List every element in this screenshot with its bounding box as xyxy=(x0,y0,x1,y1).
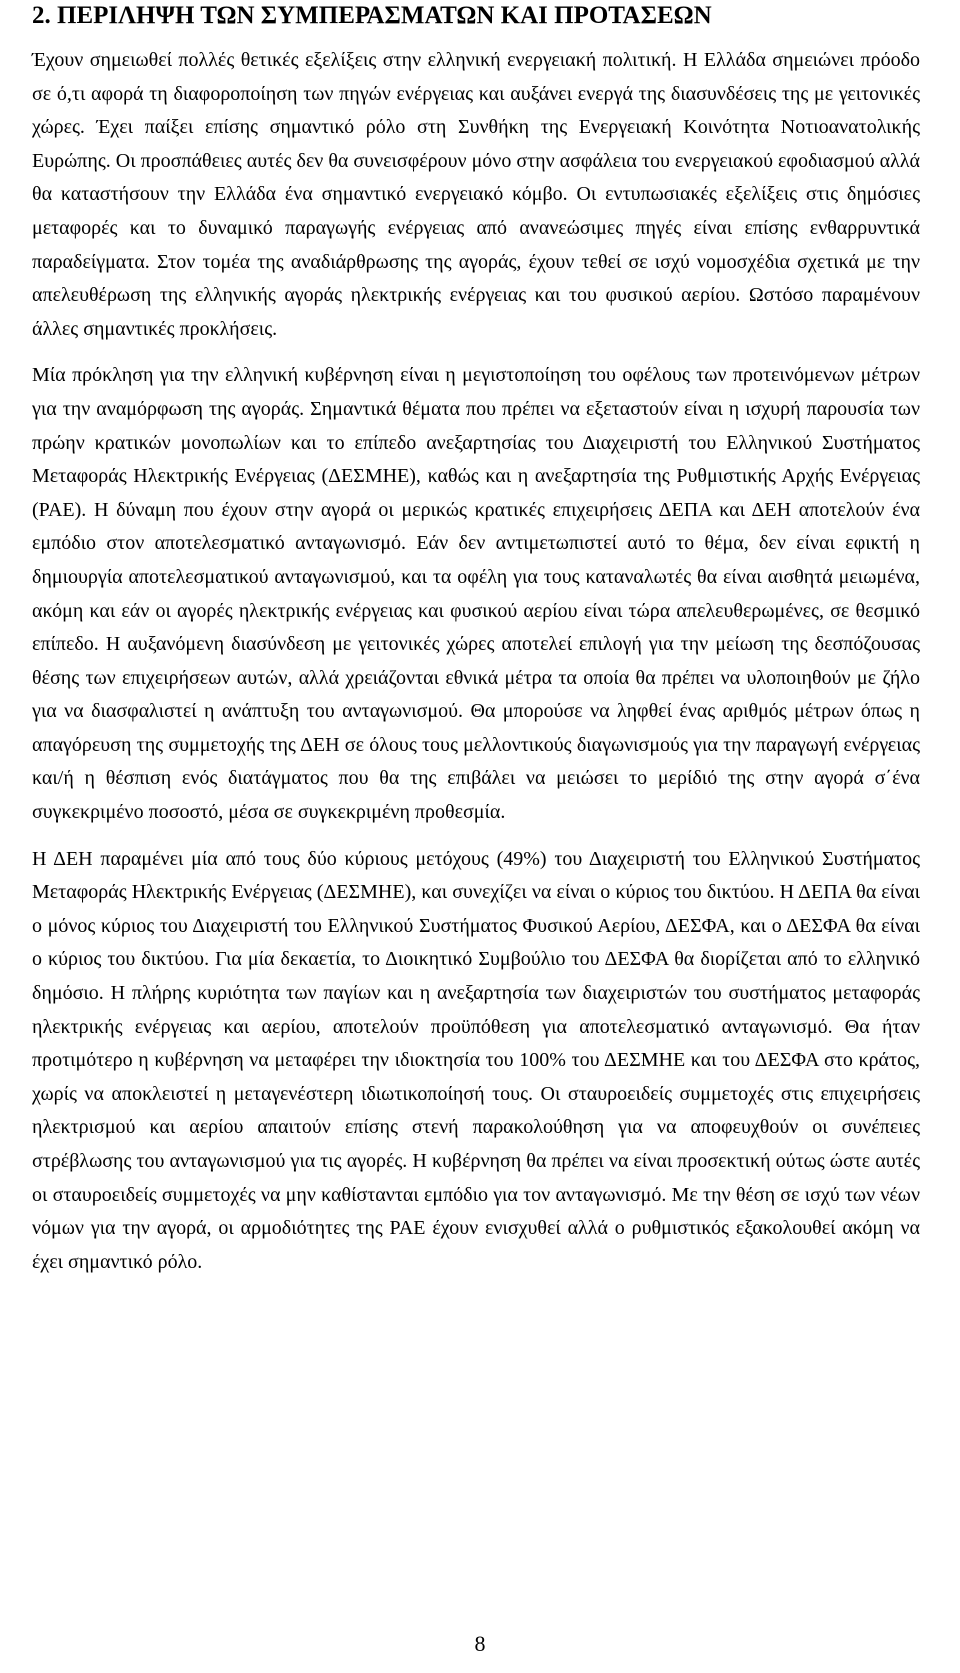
paragraph-3: Η ΔΕΗ παραμένει μία από τους δύο κύριους μετόχους (49%) του Διαχειριστή του Ελληνικού Συστήματος Μεταφοράς Ηλεκτρικής Ενέργειας (ΔΕΣΜΗΕ), και συνεχίζει να είναι ο κύριος του δικτύου. Η ΔΕΠΑ θα είναι ο μόνος κύριος του Διαχειριστή του Ελληνικού Συστήματος Φυσικού Αερίου, ΔΕΣΦΑ, και ο ΔΕΣΦΑ θα είναι ο κύριος του δικτύου. Για μία δεκαετία, το Διοικητικό Συμβούλιο του ΔΕΣΦΑ θα διορίζεται από το ελληνικό δημόσιο. Η πλήρης κυριότητα των παγίων και η ανεξαρτησία των διαχειριστών του συστήματος μεταφοράς ηλεκτρικής ενέργειας και αερίου, αποτελούν προϋπόθεση για αποτελεσματικό ανταγωνισμό. Θα ήταν προτιμότερο η κυβέρνηση να μεταφέρει την ιδιοκτησία του 100% του ΔΕΣΜΗΕ και του ΔΕΣΦΑ στο κράτος, χωρίς να αποκλειστεί η μεταγενέστερη ιδιωτικοποίησή τους. Οι σταυροειδείς συμμετοχές στις επιχειρήσεις ηλεκτρισμού και αερίου απαιτούν επίσης στενή παρακολούθηση για να αποφευχθούν οι συνέπειες στρέβλωσης του ανταγωνισμού για τις αγορές. Η κυβέρνηση θα πρέπει να είναι προσεκτική ούτως ώστε αυτές οι σταυροειδείς συμμετοχές να μην καθίστανται εμπόδιο για τον ανταγωνισμό. Με την θέση σε ισχύ των νέων νόμων για την αγορά, οι αρμοδιότητες της ΡΑΕ έχουν ενισχυθεί αλλά ο ρυθμιστικός εξακολουθεί ακόμη να έχει σημαντικό ρόλο. xyxy=(32,847,920,1273)
paragraph-1: Έχουν σημειωθεί πολλές θετικές εξελίξεις στην ελληνική ενεργειακή πολιτική. Η Ελλάδα σημειώνει πρόοδο σε ό,τι αφορά τη διαφοροποίηση των πηγών ενέργειας και αυξάνει ενεργά της διασυνδέσεις της με γειτονικές χώρες. Έχει παίξει επίσης σημαντικό ρόλο στη Συνθήκη της Ενεργειακή Κοινότητα Νοτιοανατολικής Ευρώπης. Οι προσπάθειες αυτές δεν θα συνεισφέρουν μόνο στην ασφάλεια του ενεργειακού εφοδιασμού αλλά θα καταστήσουν την Ελλάδα ένα σημαντικό ενεργειακό κόμβο. Οι εντυπωσιακές εξελίξεις στις δημόσιες μεταφορές και το δυναμικό παραγωγής ενέργειας από ανανεώσιμες πηγές είναι επίσης ενθαρρυντικά παραδείγματα. Στον τομέα της αναδιάρθρωσης της αγοράς, έχουν τεθεί σε ισχύ νομοσχέδια σχετικά με την απελευθέρωση της ελληνικής αγοράς ηλεκτρικής ενέργειας και του φυσικού αερίου. Ωστόσο παραμένουν άλλες σημαντικές προκλήσεις. xyxy=(32,49,920,340)
document-page xyxy=(32,0,920,1279)
section-heading: 2. ΠΕΡΙΛΗΨΗ ΤΩΝ ΣΥΜΠΕΡΑΣΜΑΤΩΝ ΚΑΙ ΠΡΟΤΑΣΕΩΝ xyxy=(32,2,712,29)
page-number: 8 xyxy=(474,1631,486,1656)
paragraph-2: Μία πρόκληση για την ελληνική κυβέρνηση είναι η μεγιστοποίηση του οφέλους των προτεινόμενων μέτρων για την αναμόρφωση της αγοράς. Σημαντικά θέματα που πρέπει να εξεταστούν είναι η ισχυρή παρουσία των πρώην κρατικών μονοπωλίων και το επίπεδο ανεξαρτησίας του Διαχειριστή του Ελληνικού Συστήματος Μεταφοράς Ηλεκτρικής Ενέργειας (ΔΕΣΜΗΕ), καθώς και η ανεξαρτησία της Ρυθμιστικής Αρχής Ενέργειας (ΡΑΕ). Η δύναμη που έχουν στην αγορά οι μερικώς κρατικές επιχειρήσεις ΔΕΠΑ και ΔΕΗ αποτελούν ένα εμπόδιο στον αποτελεσματικό ανταγωνισμό. Εάν δεν αντιμετωπιστεί αυτό το θέμα, δεν είναι εφικτή η δημιουργία αποτελεσματικού ανταγωνισμού, και τα οφέλη για τους καταναλωτές θα είναι αισθητά μειωμένα, ακόμη και εάν οι αγορές ηλεκτρικής ενέργειας και φυσικού αερίου είναι τώρα απελευθερωμένες, σε θεσμικό επίπεδο. Η αυξανόμενη διασύνδεση με γειτονικές χώρες αποτελεί επιλογή για την μείωση της δεσπόζουσας θέσης των επιχειρήσεων αυτών, αλλά χρειάζονται εθνικά μέτρα τα οποία θα πρέπει να υλοποιηθούν με ζήλο για να διασφαλιστεί η ανάπτυξη του ανταγωνισμού. Θα μπορούσε να ληφθεί ένας αριθμός μέτρων όπως η απαγόρευση της συμμετοχής της ΔΕΗ σε όλους τους μελλοντικούς διαγωνισμούς για την παραγωγή ενέργειας και/ή η θέσπιση ενός διατάγματος που θα της επιβάλει να μειώσει το μερίδιό της στην αγορά σ΄ένα συγκεκριμένο ποσοστό, μέσα σε συγκεκριμένη προθεσμία. xyxy=(32,364,920,824)
